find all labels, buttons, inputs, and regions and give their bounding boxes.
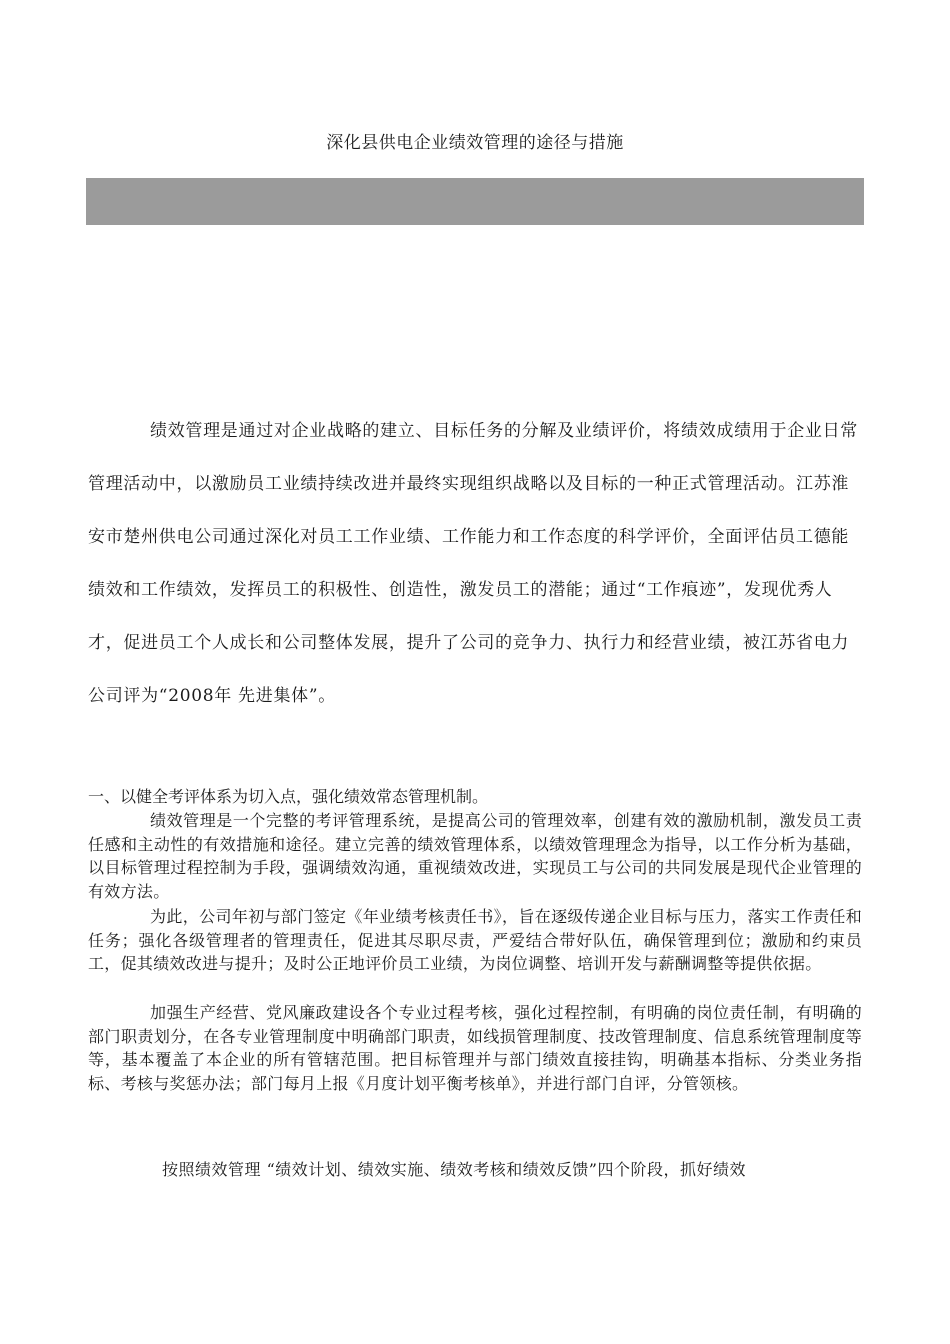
body-paragraph: 按照绩效管理 “绩效计划、绩效实施、绩效考核和绩效反馈”四个阶段，抓好绩效: [162, 1160, 746, 1179]
document-title: 深化县供电企业绩效管理的途径与措施: [326, 133, 624, 153]
body-paragraph: 绩效管理是一个完整的考评管理系统，是提高公司的管理效率，创建有效的激励机制，激发员工责任感和主动性的有效措施和途径。建立完善的绩效管理体系，以绩效管理理念为指导，以工作分析为基础，以目标管理过程控制为手段，强调绩效沟通，重视绩效改进，实现员工与公司的共同发展是现代企业管理的有效方法。: [88, 811, 862, 901]
abstract-paragraph: 绩效管理是通过对企业战略的建立、目标任务的分解及业绩评价，将绩效成绩用于企业日常管理活动中，以激励员工业绩持续改进并最终实现组织战略以及目标的一种正式管理活动。江苏淮安市楚州供电公司通过深化对员工工作业绩、工作能力和工作态度的科学评价，全面评估员工德能绩效和工作绩效，发挥员工的积极性、创造性，激发员工的潜能；通过“工作痕迹”，发现优秀人才，促进员工个人成长和公司整体发展，提升了公司的竞争力、执行力和经营业绩，被江苏省电力公司评为“2008年 先进集体”。: [88, 421, 858, 706]
section-heading: 一、以健全考评体系为切入点，强化绩效常态管理机制。: [88, 787, 489, 806]
gray-banner: [86, 178, 864, 225]
body-paragraph: 为此，公司年初与部门签定《年业绩考核责任书》，旨在逐级传递企业目标与压力，落实工作责任和任务；强化各级管理者的管理责任，促进其尽职尽责，严爱结合带好队伍，确保管理到位；激励和约束员工，促其绩效改进与提升；及时公正地评价员工业绩，为岗位调整、培训开发与薪酬调整等提供依据。: [88, 907, 862, 973]
body-paragraph: 加强生产经营、党风廉政建设各个专业过程考核，强化过程控制，有明确的岗位责任制，有明确的部门职责划分，在各专业管理制度中明确部门职责，如线损管理制度、技改管理制度、信息系统管理制度等等，基本覆盖了本企业的所有管辖范围。把目标管理并与部门绩效直接挂钩，明确基本指标、分类业务指标、考核与奖惩办法；部门每月上报《月度计划平衡考核单》，并进行部门自评，分管领核。: [88, 1003, 862, 1093]
